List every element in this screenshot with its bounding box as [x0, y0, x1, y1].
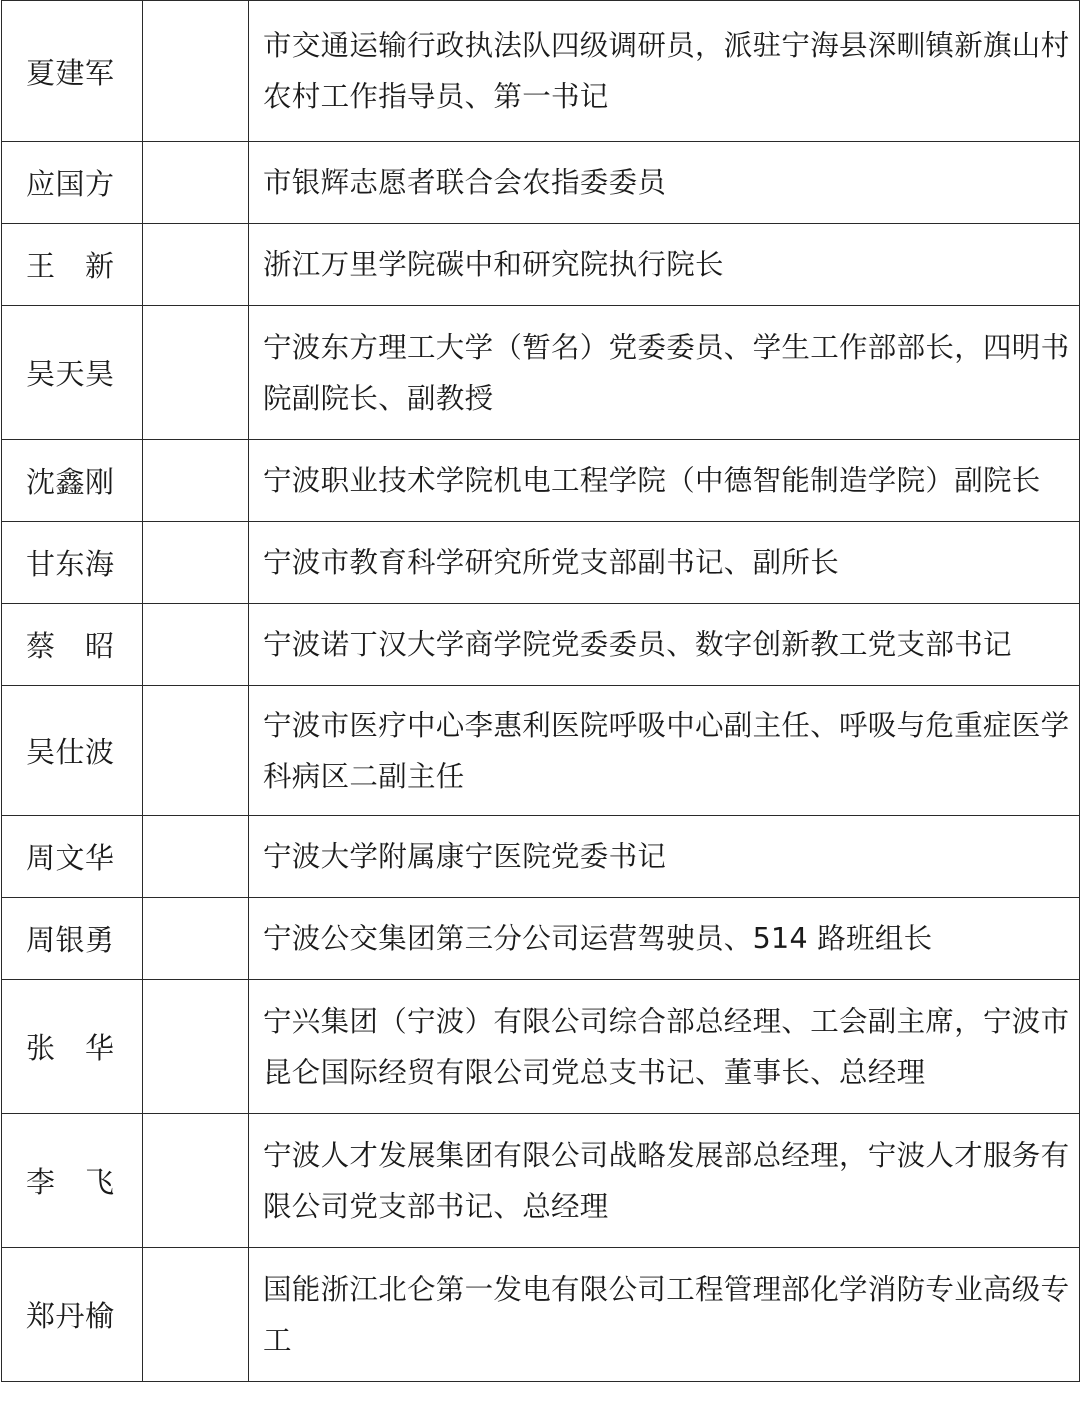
table-row	[2, 816, 1080, 898]
table-row	[2, 440, 1080, 522]
table-row	[2, 306, 1080, 440]
person-name: 蔡 昭	[2, 604, 143, 686]
person-position: 宁波公交集团第三分公司运营驾驶员、514 路班组长	[249, 898, 1080, 980]
empty-cell	[143, 980, 249, 1114]
empty-cell	[143, 604, 249, 686]
person-name: 王 新	[2, 224, 143, 306]
person-position: 市银辉志愿者联合会农指委委员	[249, 142, 1080, 224]
person-position: 宁波东方理工大学（暂名）党委委员、学生工作部部长，四明书院副院长、副教授	[249, 306, 1080, 440]
person-position: 宁波市教育科学研究所党支部副书记、副所长	[249, 522, 1080, 604]
person-position: 宁波市医疗中心李惠利医院呼吸中心副主任、呼吸与危重症医学科病区二副主任	[249, 686, 1080, 816]
person-position: 宁波人才发展集团有限公司战略发展部总经理，宁波人才服务有限公司党支部书记、总经理	[249, 1114, 1080, 1248]
empty-cell	[143, 224, 249, 306]
personnel-table	[1, 0, 1080, 1382]
table-row	[2, 522, 1080, 604]
person-name: 郑丹榆	[2, 1248, 143, 1382]
empty-cell	[143, 1, 249, 142]
person-position: 宁波大学附属康宁医院党委书记	[249, 816, 1080, 898]
person-name: 应国方	[2, 142, 143, 224]
person-position: 宁波诺丁汉大学商学院党委委员、数字创新教工党支部书记	[249, 604, 1080, 686]
table-row	[2, 898, 1080, 980]
person-name: 李 飞	[2, 1114, 143, 1248]
person-name: 周银勇	[2, 898, 143, 980]
table-row	[2, 142, 1080, 224]
person-name: 甘东海	[2, 522, 143, 604]
empty-cell	[143, 1114, 249, 1248]
person-position: 宁波职业技术学院机电工程学院（中德智能制造学院）副院长	[249, 440, 1080, 522]
person-name: 吴仕波	[2, 686, 143, 816]
person-name: 张 华	[2, 980, 143, 1114]
table-row	[2, 604, 1080, 686]
table-row	[2, 1, 1080, 142]
empty-cell	[143, 1248, 249, 1382]
empty-cell	[143, 898, 249, 980]
person-position: 国能浙江北仑第一发电有限公司工程管理部化学消防专业高级专工	[249, 1248, 1080, 1382]
empty-cell	[143, 306, 249, 440]
empty-cell	[143, 816, 249, 898]
person-position: 浙江万里学院碳中和研究院执行院长	[249, 224, 1080, 306]
empty-cell	[143, 686, 249, 816]
empty-cell	[143, 142, 249, 224]
empty-cell	[143, 440, 249, 522]
table-row	[2, 686, 1080, 816]
person-name: 沈鑫刚	[2, 440, 143, 522]
table-row	[2, 1248, 1080, 1382]
person-name: 夏建军	[2, 1, 143, 142]
table-row	[2, 980, 1080, 1114]
table-row	[2, 224, 1080, 306]
empty-cell	[143, 522, 249, 604]
person-name: 吴天昊	[2, 306, 143, 440]
table-row	[2, 1114, 1080, 1248]
person-position: 宁兴集团（宁波）有限公司综合部总经理、工会副主席，宁波市昆仑国际经贸有限公司党总支书记、董事长、总经理	[249, 980, 1080, 1114]
person-name: 周文华	[2, 816, 143, 898]
person-position: 市交通运输行政执法队四级调研员，派驻宁海县深甽镇新旗山村农村工作指导员、第一书记	[249, 1, 1080, 142]
